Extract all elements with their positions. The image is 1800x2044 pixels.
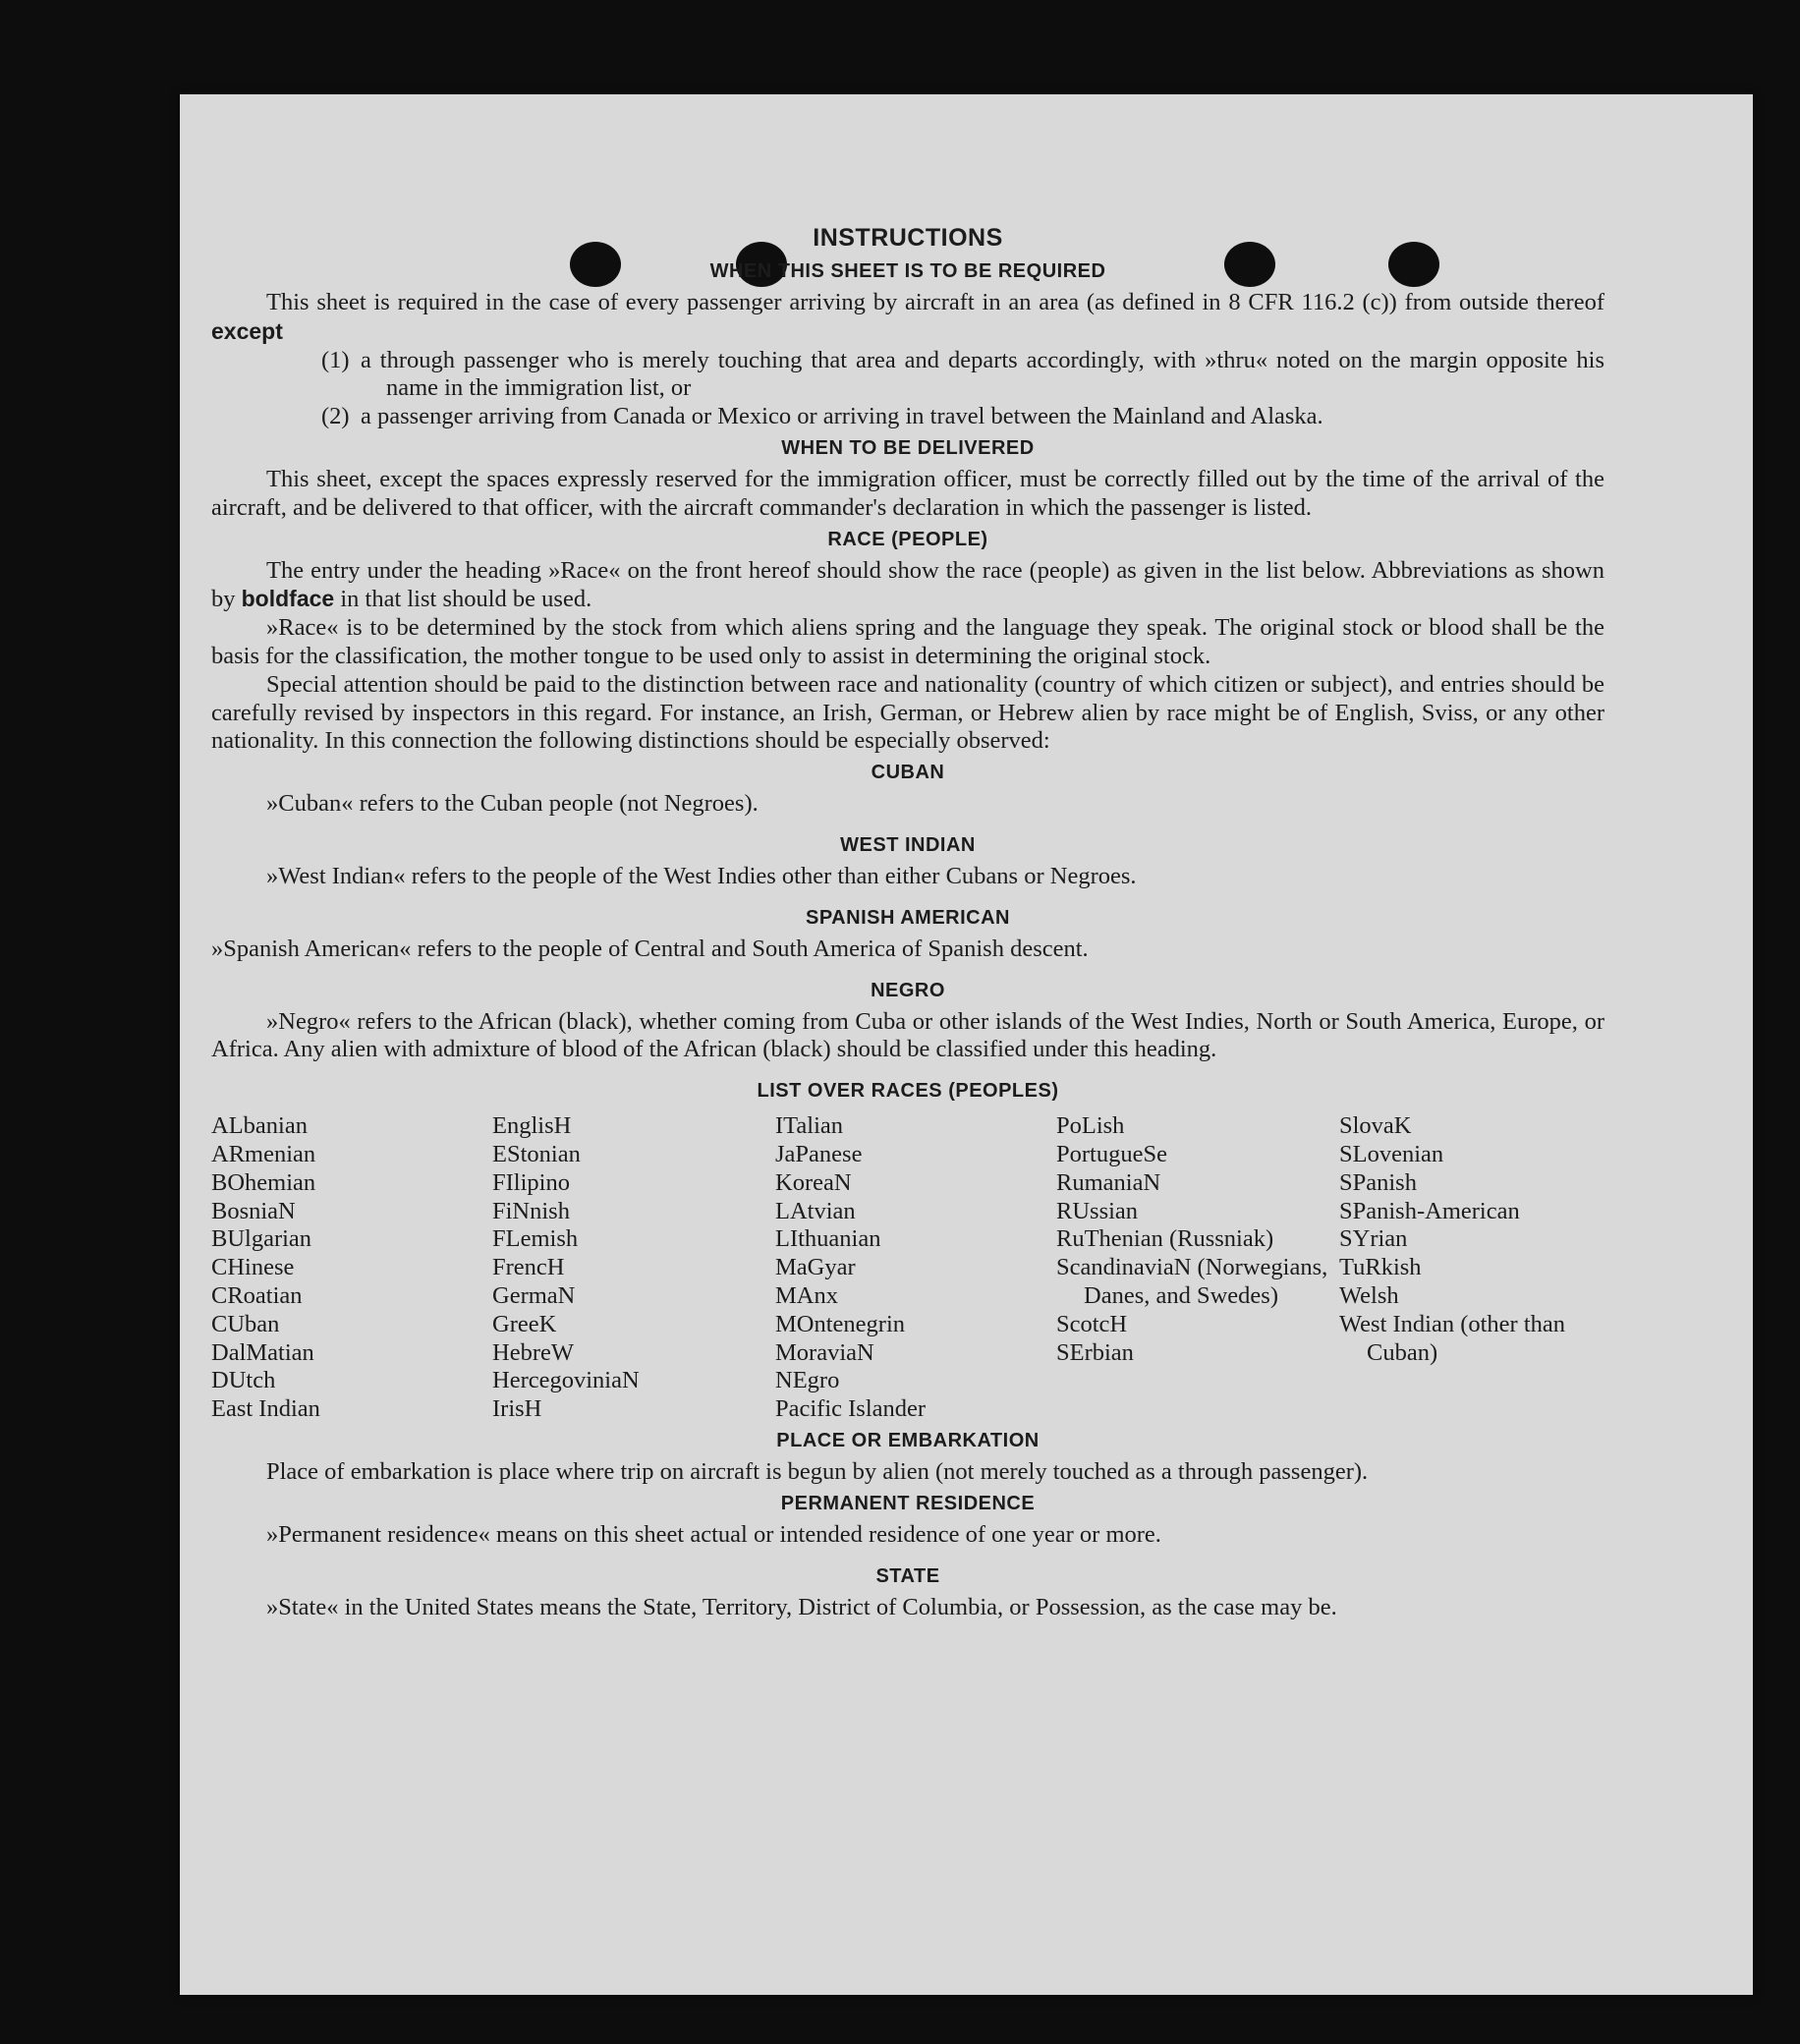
race-entry: SErbian — [1056, 1338, 1134, 1366]
race-entry: TuRkish — [1339, 1254, 1422, 1281]
race-entry: RUssian — [1056, 1197, 1139, 1224]
race-entry: West Indian (other than Cuban) — [1339, 1310, 1566, 1366]
race-entry: IrisH — [492, 1395, 542, 1423]
race-paragraph: The entry under the heading »Race« on the front hereof should show the race (people) as given in the list below. Abbreviations as shown by boldface in that list should be used. — [211, 556, 1604, 613]
item-number: (1) — [321, 346, 350, 373]
state-text: »State« in the United States means the State, Territory, District of Columbia, or Possession, as the case may be. — [266, 1593, 1337, 1620]
race-paragraph: »Race« is to be determined by the stock from which aliens spring and the language they speak. The original stock or blood shall be the basis for the classification, the mother tongue to be used only to assist in determining the original stock. — [211, 614, 1604, 669]
race-entry: LAtvian — [775, 1197, 856, 1224]
spanish-american-text: »Spanish American« refers to the people of Central and South America of Spanish descent. — [211, 935, 1089, 962]
negro-text: »Negro« refers to the African (black), whether coming from Cuba or other islands of the West Indies, North or South America, Europe, or Africa. Any alien with admixture of blood of the African (black) should be classified under this heading. — [211, 1007, 1604, 1063]
race-entry: HercegoviniaN — [492, 1367, 640, 1394]
required-intro: This sheet is required in the case of every passenger arriving by aircraft in an area (as defined in 8 CFR 116.2 (c)) from outside thereof except — [211, 289, 1604, 344]
race-entry: ITalian — [775, 1112, 844, 1140]
race-entry: CHinese — [211, 1254, 295, 1281]
instructions-content — [211, 224, 1604, 1621]
race-column — [1339, 1112, 1604, 1424]
list-item — [321, 403, 1604, 431]
item-text: a passenger arriving from Canada or Mexico or arriving in travel between the Mainland and Alaska. — [361, 403, 1323, 430]
race-entry: KoreaN — [775, 1168, 852, 1196]
race-entry: East Indian — [211, 1395, 320, 1423]
race-entry: Pacific Islander — [775, 1395, 927, 1423]
race-entry: DUtch — [211, 1367, 276, 1394]
race-entry: GreeK — [492, 1310, 557, 1337]
race-column — [1056, 1112, 1339, 1424]
race-entry: SlovaK — [1339, 1112, 1412, 1140]
residence-text: »Permanent residence« means on this sheet actual or intended residence of one year or more. — [266, 1520, 1161, 1548]
race-column — [775, 1112, 1056, 1424]
race-entry: SPanish — [1339, 1168, 1417, 1196]
race-entry: PortugueSe — [1056, 1140, 1167, 1167]
heading-embarkation: PLACE OR EMBARKATION — [776, 1429, 1040, 1451]
heading-negro: NEGRO — [871, 979, 945, 1001]
race-entry: FiNnish — [492, 1197, 570, 1224]
race-entry: HebreW — [492, 1338, 574, 1366]
race-entry: FIlipino — [492, 1168, 570, 1196]
race-entry: SLovenian — [1339, 1140, 1444, 1167]
race-entry: MAnx — [775, 1281, 838, 1309]
race-entry: RumaniaN — [1056, 1168, 1161, 1196]
race-entry: GermaN — [492, 1281, 576, 1309]
heading-when-required: WHEN THIS SHEET IS TO BE REQUIRED — [709, 260, 1106, 282]
race-entry: NEgro — [775, 1367, 840, 1394]
heading-spanish-american: SPANISH AMERICAN — [805, 906, 1010, 929]
race-entry: LIthuanian — [775, 1225, 881, 1253]
race-entry: JaPanese — [775, 1140, 863, 1167]
race-entry: EStonian — [492, 1140, 581, 1167]
race-column — [492, 1112, 775, 1424]
delivered-text: This sheet, except the spaces expressly reserved for the immigration officer, must be correctly filled out by the time of the arrival of the aircraft, and be delivered to that officer, with the aircraft commander's declaration in which the passenger is listed. — [211, 465, 1604, 521]
race-entry: MoraviaN — [775, 1338, 874, 1366]
list-item — [321, 347, 1604, 404]
race-entry: RuThenian (Russniak) — [1056, 1225, 1274, 1253]
race-entry: CUban — [211, 1310, 280, 1337]
boldface-word: boldface — [241, 586, 335, 612]
west-indian-text: »West Indian« refers to the people of the West Indies other than either Cubans or Negroes. — [266, 862, 1137, 889]
race-entry: MaGyar — [775, 1254, 856, 1281]
heading-cuban: CUBAN — [871, 762, 945, 784]
page-title: INSTRUCTIONS — [813, 224, 1003, 252]
race-paragraph: Special attention should be paid to the distinction between race and nationality (country of which citizen or subject), and entries should be carefully revised by inspectors in this regard. For instance, an Irish, German, or Hebrew alien by race might be of English, Sviss, or any other nationality. In this connection the following distinctions should be especially observed: — [211, 670, 1604, 755]
except-word: except — [211, 317, 283, 344]
race-list — [211, 1112, 1604, 1424]
race-column — [211, 1112, 492, 1424]
race-entry: ALbanian — [211, 1112, 308, 1140]
race-entry: PoLish — [1056, 1112, 1125, 1140]
item-number: (2) — [321, 403, 350, 430]
heading-race: RACE (PEOPLE) — [827, 528, 988, 550]
heading-permanent-residence: PERMANENT RESIDENCE — [780, 1492, 1036, 1514]
race-entry: MOntenegrin — [775, 1310, 905, 1337]
race-entry: ScotcH — [1056, 1310, 1128, 1337]
race-entry: SYrian — [1339, 1225, 1408, 1253]
heading-when-delivered: WHEN TO BE DELIVERED — [781, 436, 1035, 459]
heading-west-indian: WEST INDIAN — [840, 833, 976, 856]
race-entry: DalMatian — [211, 1338, 314, 1366]
race-entry: BOhemian — [211, 1168, 316, 1196]
race-entry: SPanish-American — [1339, 1197, 1520, 1224]
heading-state: STATE — [875, 1564, 940, 1587]
race-entry: BUlgarian — [211, 1225, 312, 1253]
item-text: a through passenger who is merely touching that area and departs accordingly, with »thru« noted on the margin opposite his name in the immigration list, or — [361, 346, 1604, 402]
cuban-text: »Cuban« refers to the Cuban people (not Negroes). — [266, 790, 759, 818]
race-entry: FLemish — [492, 1225, 579, 1253]
race-entry: FrencH — [492, 1254, 565, 1281]
race-entry: CRoatian — [211, 1281, 303, 1309]
race-entry: EnglisH — [492, 1112, 572, 1140]
embarkation-text: Place of embarkation is place where trip on aircraft is begun by alien (not merely touched as a through passenger). — [266, 1457, 1369, 1485]
heading-race-list: LIST OVER RACES (PEOPLES) — [757, 1080, 1059, 1103]
race-entry: ScandinaviaN (Norwegians, Danes, and Swedes) — [1056, 1254, 1328, 1309]
race-entry: ARmenian — [211, 1140, 316, 1167]
race-entry: BosniaN — [211, 1197, 296, 1224]
race-entry: Welsh — [1339, 1281, 1399, 1309]
